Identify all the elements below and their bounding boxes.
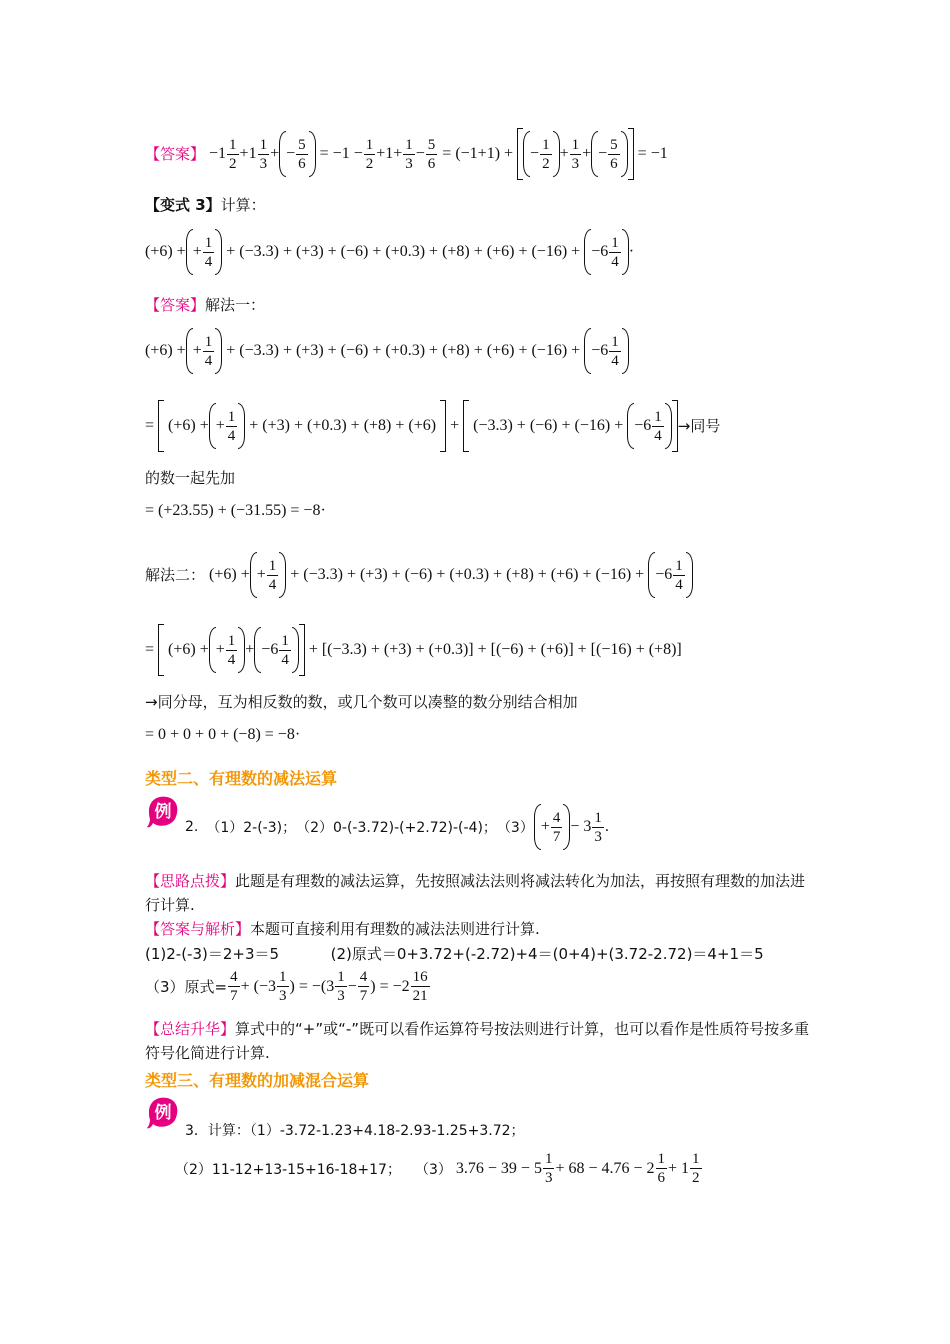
math-text: + — [582, 145, 592, 162]
fraction: $\frac{5}{6}$ — [610, 136, 618, 172]
math-text: −6 — [655, 566, 673, 583]
answer-line-1 — [145, 128, 668, 180]
answer-tag: 【答案】 — [145, 145, 206, 163]
math-text: + — [559, 145, 569, 162]
math-text: + 1 — [668, 1159, 690, 1177]
fraction: $\frac{1}{4}$ — [611, 234, 619, 270]
fraction: $\frac{1}{2}$ — [692, 1151, 700, 1186]
same-sign-note: →同号 — [677, 417, 721, 435]
ex2-idea-paragraph — [145, 869, 810, 917]
ex2-solution-3 — [145, 968, 431, 1005]
fraction: $\frac{1}{6}$ — [657, 1151, 666, 1186]
math-text: − — [286, 145, 296, 162]
math-text: ) = −2 — [370, 977, 410, 995]
variant3-expression — [145, 229, 634, 275]
math-text: + (−3.3) + (+3) + (−6) + (+0.3) + (+8) + (+6) + (−16) + — [226, 342, 581, 359]
fraction: $\frac{1}{3}$ — [337, 969, 345, 1004]
math-text: (−3.3) + (−6) + (−16) + — [473, 417, 624, 434]
math-text: −6 — [591, 243, 609, 260]
method2-line-3 — [145, 726, 300, 744]
example-number: 2. — [185, 819, 199, 835]
ex2-answer-line — [145, 917, 540, 941]
math-text: (+6) + — [209, 566, 250, 583]
solution-1: (1)2-(-3)＝2+3＝5 — [145, 945, 280, 963]
math-text: . — [604, 818, 609, 835]
method2-line-2 — [145, 624, 682, 676]
method1-line-3 — [145, 502, 326, 520]
fraction: $\frac{1}{2}$ — [365, 136, 374, 172]
fraction: $\frac{1}{4}$ — [204, 234, 213, 270]
answer-analysis-tag: 【答案与解析】 — [145, 920, 251, 938]
math-text: − — [598, 145, 608, 162]
variant3-heading — [145, 193, 266, 217]
fraction: $\frac{1}{3}$ — [405, 136, 413, 172]
fraction: $\frac{1}{3}$ — [544, 1151, 553, 1186]
math-text: − — [415, 145, 425, 162]
math-text: + [(−3.3) + (+3) + (+0.3)] + [(−6) + (+6)] + [(−16) + (+8)] — [308, 641, 682, 658]
method2-label: 解法二： — [145, 566, 206, 584]
fraction: $\frac{1}{4}$ — [281, 632, 289, 668]
method1-line-1 — [145, 328, 629, 374]
section-type2-heading: 类型二、有理数的减法运算 — [145, 769, 338, 788]
ex3-part2: （2）11-12+13-15+16-18+17； — [175, 1161, 401, 1178]
example-badge-icon — [145, 1094, 181, 1130]
math-text: + — [245, 641, 255, 658]
math-text: + (+3) + (+0.3) + (+8) + (+6) — [249, 417, 437, 434]
math-text: +1 — [239, 145, 257, 162]
fraction: $\frac{16}{21}$ — [412, 969, 428, 1004]
math-text: − 3 — [570, 818, 592, 835]
summary-text: 算式中的“+”或“-”既可以看作运算符号按法则进行计算，也可以看作是性质符号按多重符号化简进行计算. — [145, 1020, 810, 1062]
fraction: $\frac{5}{6}$ — [298, 136, 306, 172]
fraction: $\frac{4}{7}$ — [552, 809, 561, 845]
math-text: + — [192, 342, 202, 359]
method1-line-2 — [145, 400, 720, 452]
math-text: = — [145, 641, 155, 658]
math-text: = (−1+1) + — [442, 145, 514, 162]
math-text: −6 — [261, 641, 279, 658]
math-text: − — [530, 145, 540, 162]
method1-label: 解法一： — [205, 296, 266, 314]
fraction: $\frac{1}{4}$ — [675, 557, 683, 593]
math-text: + — [192, 243, 202, 260]
math-text: = −1 − — [319, 145, 363, 162]
summary-tag: 【总结升华】 — [145, 1020, 236, 1038]
fraction: $\frac{1}{4}$ — [611, 333, 619, 369]
math-text: −6 — [634, 417, 652, 434]
solution-3-lead: （3）原式= — [145, 977, 228, 996]
example3-line-1: 3．计算：（1）-3.72-1.23+4.18-2.93-1.25+3.72； — [185, 1123, 525, 1139]
answer-text: 本题可直接利用有理数的减法法则进行计算. — [250, 920, 540, 938]
math-text: = −1 — [637, 145, 668, 162]
ex2-part1: （1）2-(-3)； — [206, 820, 297, 836]
math-text: + (−3.3) + (+3) + (−6) + (+0.3) + (+8) + (+6) + (−16) + — [290, 566, 645, 583]
fraction: $\frac{1}{4}$ — [204, 333, 213, 369]
fraction: $\frac{1}{3}$ — [259, 136, 268, 172]
math-text: +1+ — [376, 145, 403, 162]
same-sign-note-cont: 的数一起先加 — [145, 469, 236, 487]
math-text: = — [145, 417, 155, 434]
math-text: = 0 + 0 + 0 + (−8) = −8 — [145, 726, 295, 743]
example-badge-icon — [145, 793, 181, 829]
math-text: (+6) + — [168, 641, 209, 658]
fraction: $\frac{4}{7}$ — [230, 969, 238, 1004]
math-text: (+6) + — [145, 243, 186, 260]
fraction: $\frac{1}{4}$ — [654, 408, 662, 444]
math-text: − — [347, 977, 357, 995]
math-text: · — [294, 726, 301, 743]
fraction: $\frac{1}{3}$ — [571, 136, 580, 172]
math-text: + — [540, 818, 550, 835]
math-text: ) = −(3 — [289, 977, 335, 995]
fraction: $\frac{1}{4}$ — [268, 557, 277, 593]
fraction: $\frac{1}{4}$ — [227, 632, 236, 668]
svg-text:例: 例 — [154, 1103, 172, 1123]
fraction: $\frac{1}{3}$ — [594, 809, 602, 845]
idea-tag: 【思路点拨】 — [145, 872, 236, 890]
method2-line-1 — [145, 552, 693, 598]
section-type3-heading: 类型三、有理数的加减混合运算 — [145, 1071, 370, 1090]
example3-line-2 — [175, 1150, 703, 1187]
ex2-solutions-1-2 — [145, 942, 764, 966]
fraction: $\frac{4}{7}$ — [359, 969, 368, 1004]
fraction: $\frac{5}{6}$ — [427, 136, 436, 172]
math-text: (+6) + — [145, 342, 186, 359]
solution-2: (2)原式＝0+3.72+(-2.72)+4＝(0+4)+(3.72-2.72)＝4+1＝5 — [330, 945, 764, 963]
grouping-note: →同分母，互为相反数的数，或几个数可以凑整的数分别结合相加 — [145, 693, 578, 711]
fraction: $\frac{1}{2}$ — [229, 136, 237, 172]
example2-question — [185, 804, 609, 850]
fraction: $\frac{1}{2}$ — [542, 136, 550, 172]
math-text: + 68 − 4.76 − 2 — [555, 1159, 655, 1177]
math-text: + (−3.3) + (+3) + (−6) + (+0.3) + (+8) + (+6) + (−16) + — [226, 243, 581, 260]
ex2-summary-paragraph — [145, 1017, 810, 1065]
fraction: $\frac{1}{3}$ — [279, 969, 287, 1004]
math-text: −6 — [591, 342, 609, 359]
math-text: + — [256, 566, 266, 583]
ex3-part3-label: （3） — [414, 1161, 452, 1178]
math-text: + — [215, 417, 225, 434]
variant3-tag: 【变式 3】 — [145, 196, 221, 214]
math-text: + — [270, 145, 280, 162]
method1-heading — [145, 293, 265, 317]
svg-text:例: 例 — [154, 802, 172, 822]
math-text: · — [628, 243, 635, 260]
math-text: (+6) + — [168, 417, 209, 434]
math-text: + (−3 — [240, 977, 276, 995]
calc-label: 计算： — [220, 196, 266, 214]
math-text: + — [215, 641, 225, 658]
math-text: −1 — [209, 145, 227, 162]
math-text: · — [320, 502, 326, 519]
fraction: $\frac{1}{4}$ — [227, 408, 236, 444]
ex2-part2: （2）0-(-3.72)-(+2.72)-(-4)； — [296, 820, 497, 836]
math-text: = (+23.55) + (−31.55) = −8 — [145, 502, 321, 519]
math-text: + — [450, 417, 460, 434]
answer-tag: 【答案】 — [145, 296, 206, 314]
math-text: 3.76 − 39 − 5 — [455, 1159, 542, 1177]
ex2-part3-label: （3） — [496, 820, 534, 836]
idea-text: 此题是有理数的减法运算，先按照减法法则将减法转化为加法，再按照有理数的加法进行计算. — [145, 872, 806, 914]
